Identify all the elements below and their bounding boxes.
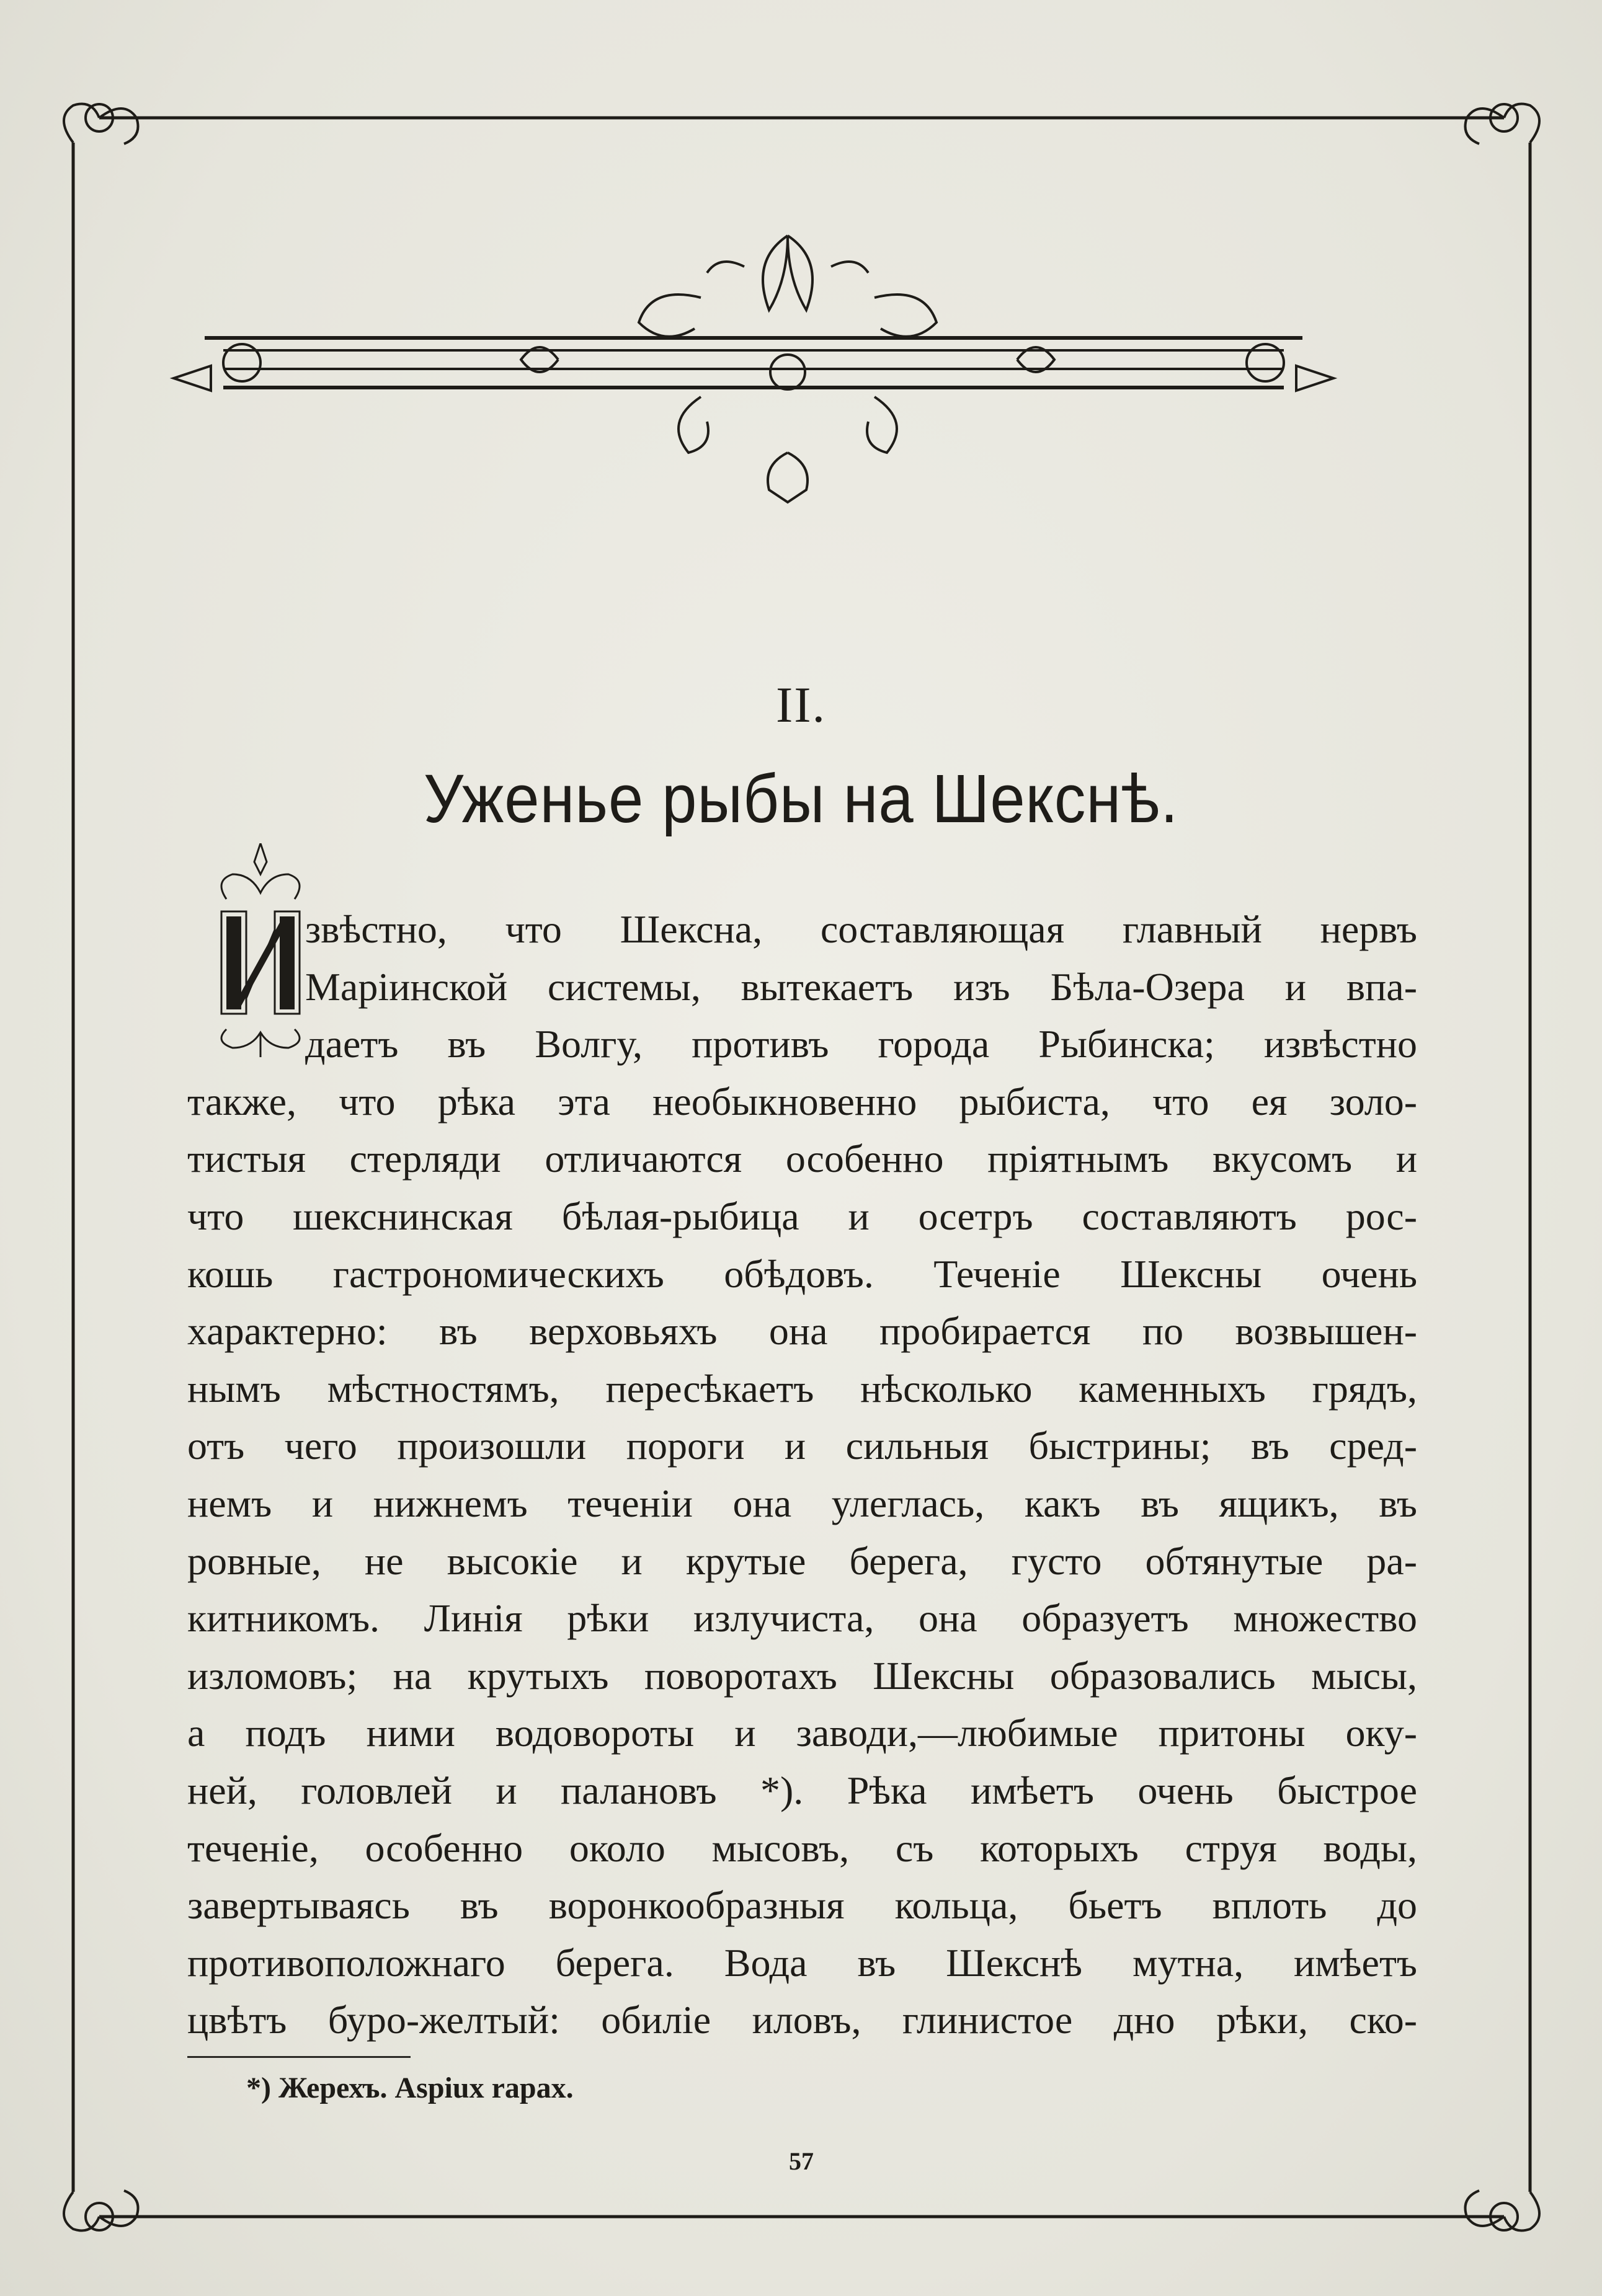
text-line: цвѣтъ буро-желтый: обиліе иловъ, глинистое дно рѣки, ско-: [187, 1998, 1417, 2042]
text-line: завертываясь въ воронкообразныя кольца, бьетъ вплоть до: [187, 1883, 1417, 1928]
text-line: нымъ мѣстностямъ, пересѣкаетъ нѣсколько каменныхъ грядъ,: [187, 1366, 1417, 1411]
text-line: китникомъ. Линія рѣки излучиста, она образуетъ множество: [187, 1596, 1417, 1641]
text-line: тистыя стерляди отличаются особенно пріятнымъ вкусомъ и: [187, 1137, 1417, 1181]
text-line: характерно: въ верховьяхъ она пробирается по возвышен-: [187, 1309, 1417, 1354]
text-line: отъ чего произошли пороги и сильныя быстрины; въ сред-: [187, 1424, 1417, 1468]
text-line: даетъ въ Волгу, противъ города Рыбинска; извѣстно: [305, 1022, 1417, 1066]
text-line: Маріинской системы, вытекаетъ изъ Бѣла-Озера и впа-: [305, 964, 1417, 1009]
text-line: также, что рѣка эта необыкновенно рыбиста, что ея золо-: [187, 1079, 1417, 1124]
footnote-divider: [187, 2056, 411, 2058]
text-line: противоположнаго берега. Вода въ Шекснѣ мутна, имѣетъ: [187, 1940, 1417, 1985]
body-text: [187, 901, 1417, 2049]
footnote: *) Жерехъ. Aspiux rapax.: [246, 2072, 574, 2104]
text-line: звѣстно, что Шексна, составляющая главный нервъ: [305, 907, 1417, 951]
text-line: что шекснинская бѣлая-рыбица и осетръ составляютъ рос-: [187, 1194, 1417, 1238]
text-line: изломовъ; на крутыхъ поворотахъ Шексны образовались мысы,: [187, 1653, 1417, 1698]
chapter-title: Уженье рыбы на Шекснѣ.: [423, 761, 1179, 837]
text-line: ровные, не высокіе и крутые берега, густо обтянутые ра-: [187, 1538, 1417, 1583]
header-ornament-icon: [174, 236, 1333, 502]
text-line: кошь гастрономическихъ обѣдовъ. Теченіе Шексны очень: [187, 1251, 1417, 1296]
page-number: 57: [789, 2147, 814, 2175]
text-line: немъ и нижнемъ теченіи она улеглась, какъ въ ящикъ, въ: [187, 1481, 1417, 1525]
text-line: а подъ ними водовороты и заводи,—любимые притоны оку-: [187, 1711, 1417, 1755]
text-line: ней, головлей и палановъ *). Рѣка имѣетъ очень быстрое: [187, 1768, 1417, 1812]
chapter-number: II.: [775, 676, 827, 733]
text-line: теченіе, особенно около мысовъ, съ которыхъ струя воды,: [187, 1825, 1417, 1870]
